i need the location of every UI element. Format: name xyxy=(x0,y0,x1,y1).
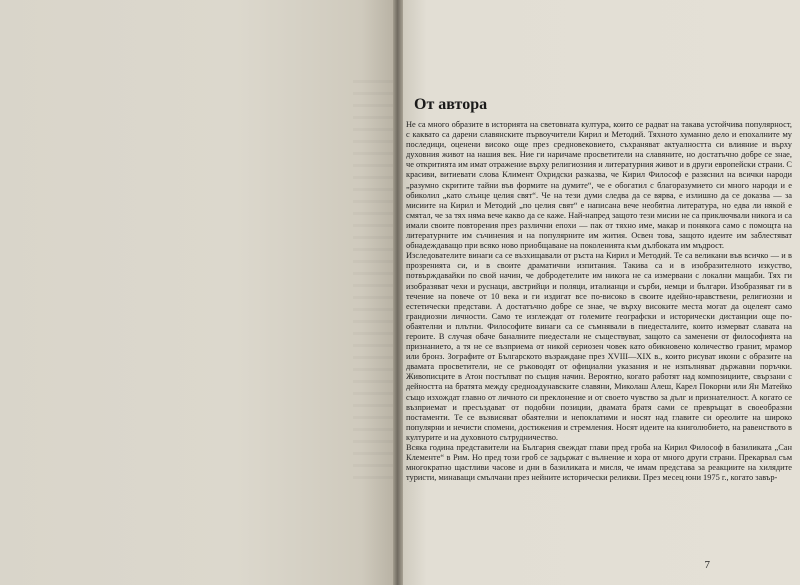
paragraph: Не са много образите в историята на световната култура, които се радват на такава устойчива популярност, с каквато са дарени славянските първоучители Кирил и Методий. Тяхното хуманно дело и епохалните му последици, оценени високо още през средновековието, съхраняват актуалността си влияние и върху духовния живот на нашия век. Ние ги наричаме просветители на славяните, но достатъчно добре се знае, че откритията им имат отражение върху религиозния и литературния живот и в други европейски страни. С красиви, витиевати слова Климент Охридски разказва, че Кирил Философ е разяснил на всички народи „разумно скритите тайни във формите на думите“, че е обогатил с благоразумието си много народи и е обиколил „като слънце целия свят“. Че на тези думи следва да се вярва, е излишно да се доказва — за мисиите на Кирил и Методий „по целия свят“ е написана вече необятна литература, но едва ли някой е смятал, че за тях няма вече какво да се каже. Най-напред защото тези мисии не са приключвали никога и са имали своите повторения през различни епохи — пак от тяхно име, макар и понякога само с помощта на литературните им съчинения и на популярните им жития. Освен това, защото идеите им заблестяват обнадеждаващо при всяко ново приобщаване на поколенията към дълбоката им мъдрост. xyxy=(406,120,792,251)
left-page xyxy=(0,0,393,585)
page-number: 7 xyxy=(704,559,710,571)
paragraph: Изследователите винаги са се възхищавали от ръста на Кирил и Методий. Те са великани във всичко — и в прозренията си, и в своите драматични изпитания. Такива са и в изобразителното изкуство, потвърждавайки по свой начин, че добродетелите им никога не са измервани с локални мащаби. Тях ги изобразяват чехи и руснаци, австрийци и поляци, италианци и сърби, немци и българи. Изобразяват ги в течение на повече от 10 века и ги издигат все по-високо в своите идейно-нравствени, религиозни и естетически представи. А достатъчно добре се знае, че върху високите места могат да оцелеят само грандиозни личности. Само те изглеждат от големите географски и исторически дистанции още по-обаятелни и плътни. Философите винаги са се съмнявали в пиедесталите, които измерват славата на героите. В случая обаче баналните пиедестали не съществуват, защото са заменени от философията на признанието, а тя не се възприема от никой сериозен човек като обикновено количество гранит, мрамор или бронз. Зографите от Българското възраждане през XVIII—XIX в., които рисуват икони с образите на двамата просветители, не се ръководят от официални указания и не изпълняват държавни поръчки. Живописците в Атон постъпват по същия начин. Вероятно, когато работят над композициите, свързани с дейността на братята между средноадунавските славяни, Миколаш Алеш, Карел Покорни или Ян Матейко също изхождат главно от личното си преклонение и от своето чувство за дълг и признателност. А когато се възприемат и пресъздават от подобни позиции, двамата братя сами се превръщат в своеобразни постаменти. Те се възвисяват обаятелни и непоклатими и носят над главите си ореолите на широко популярни и нечисти спомени, достижения и стремления. Носят идеите на книголюбието, на равенството в културите и на духовното сътрудничество. xyxy=(406,251,792,442)
book-gutter xyxy=(393,0,403,585)
paragraph: Всяка година представители на България свеждат глави пред гроба на Кирил Философ в базиликата „Сан Клементе“ в Рим. Но пред този гроб се задържат с вълнение и хора от много други страни. Прекарвал съм многократно щастливи часове и дни в базиликата и мисля, че имам представа за реакциите на хилядите туристи, минаващи смълчани през нейните исторически реликви. През месец юни 1975 г., когато завър- xyxy=(406,443,792,483)
chapter-title: От автора xyxy=(414,96,488,113)
body-text xyxy=(406,120,792,483)
right-page xyxy=(403,0,800,585)
bleed-through-text xyxy=(353,80,393,480)
